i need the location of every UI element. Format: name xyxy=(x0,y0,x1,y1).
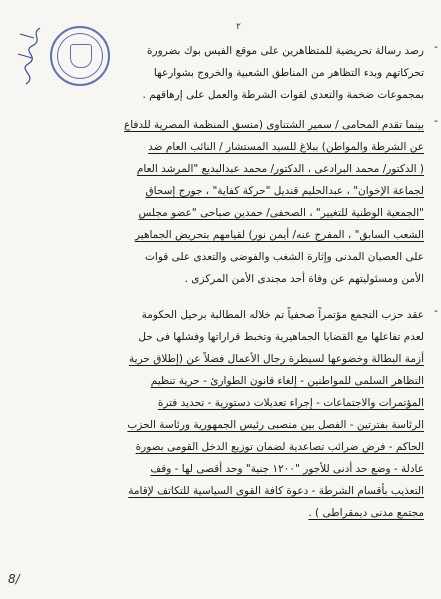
text-line: أزمة البطالة وخضوعها لسيطرة رجال الأعمال فضلاً عن (إطلاق حرية xyxy=(129,353,424,365)
text-line: تحركاتهم وبدء التظاهر من المناطق الشعبية والخروج بشوارعها xyxy=(153,67,424,79)
text-line: ( الدكتور/ محمد البرادعى ، الدكتور/ محمد عبدالبديع "المرشد العام xyxy=(136,163,424,175)
page-number: ٢ xyxy=(236,22,241,32)
text-line: المؤتمرات والاجتماعات - إجراء تعديلات دستورية - تحديد فترة xyxy=(157,397,424,409)
text-line: لجماعة الإخوان" ، عبدالحليم قنديل "حركة كفاية" ، جورج إسحاق xyxy=(145,185,424,197)
text-line: التظاهر السلمى للمواطنين - إلغاء قانون الطوارئ - حرية تنظيم xyxy=(150,375,424,387)
text-line: عادلة - وضع حد أدنى للأجور "١٢٠٠ جنية" وحد أقصى لها - وقف xyxy=(150,463,424,475)
text-line: مجتمع مدنى ديمقراطى ) . xyxy=(308,507,424,519)
text-line: على العصيان المدنى وإثارة الشغب والفوضى والتعدى على قوات xyxy=(145,251,424,263)
bullet-marker: - xyxy=(434,304,438,317)
text-line: الرئاسة بفترتين - الفصل بين منصبى رئيس الجمهورية ورئاسة الحزب xyxy=(127,419,424,431)
text-line: "الجمعية الوطنية للتغيير" ، الصحفى/ حمدين صباحى "عضو مجلس xyxy=(138,207,424,219)
text-line: بينما تقدم المحامى / سمير الشتناوى (منسق المنظمة المصرية للدفاع xyxy=(123,119,424,131)
text-line: رصد رسالة تحريضية للمتظاهرين على موقع الفيس بوك بضرورة xyxy=(147,45,424,57)
paragraph-1 xyxy=(84,40,438,106)
paragraph-2 xyxy=(84,114,438,290)
text-line: لعدم تفاعلها مع القضايا الجماهيرية وتخبط قراراتها وفشلها فى حل xyxy=(138,331,424,343)
text-line: بمجموعات ضخمة والتعدى لقوات الشرطة والعمل على إرهاقهم . xyxy=(142,89,424,101)
document-body xyxy=(84,40,438,524)
text-line: عقد حزب التجمع مؤتمراً صحفياً تم خلاله المطالبة برحيل الحكومة xyxy=(141,309,424,321)
text-line: عن الشرطة والمواطن) ببلاغ للسيد المستشار / النائب العام ضد xyxy=(148,141,424,153)
text-line: الشعب السابق" ، المفرج عنه/ أيمن نور) لقيامهم بتحريض الجماهير xyxy=(134,229,424,241)
text-line: الحاكم - فرض ضرائب تصاعدية لضمان توزيع الدخل القومى بصورة xyxy=(135,441,424,453)
bullet-marker: - xyxy=(434,40,438,53)
paragraph-3 xyxy=(84,304,438,524)
handwritten-page-mark: 8/ xyxy=(8,572,20,586)
bullet-marker: - xyxy=(434,114,438,127)
text-line: التعذيب بأقسام الشرطة - دعوة كافة القوى السياسية للتكاتف لإقامة xyxy=(128,485,424,497)
handwritten-signature xyxy=(10,24,54,94)
text-line: الأمن ومسئوليتهم عن وفاة أحد مجندى الأمن المركزى . xyxy=(184,273,424,285)
